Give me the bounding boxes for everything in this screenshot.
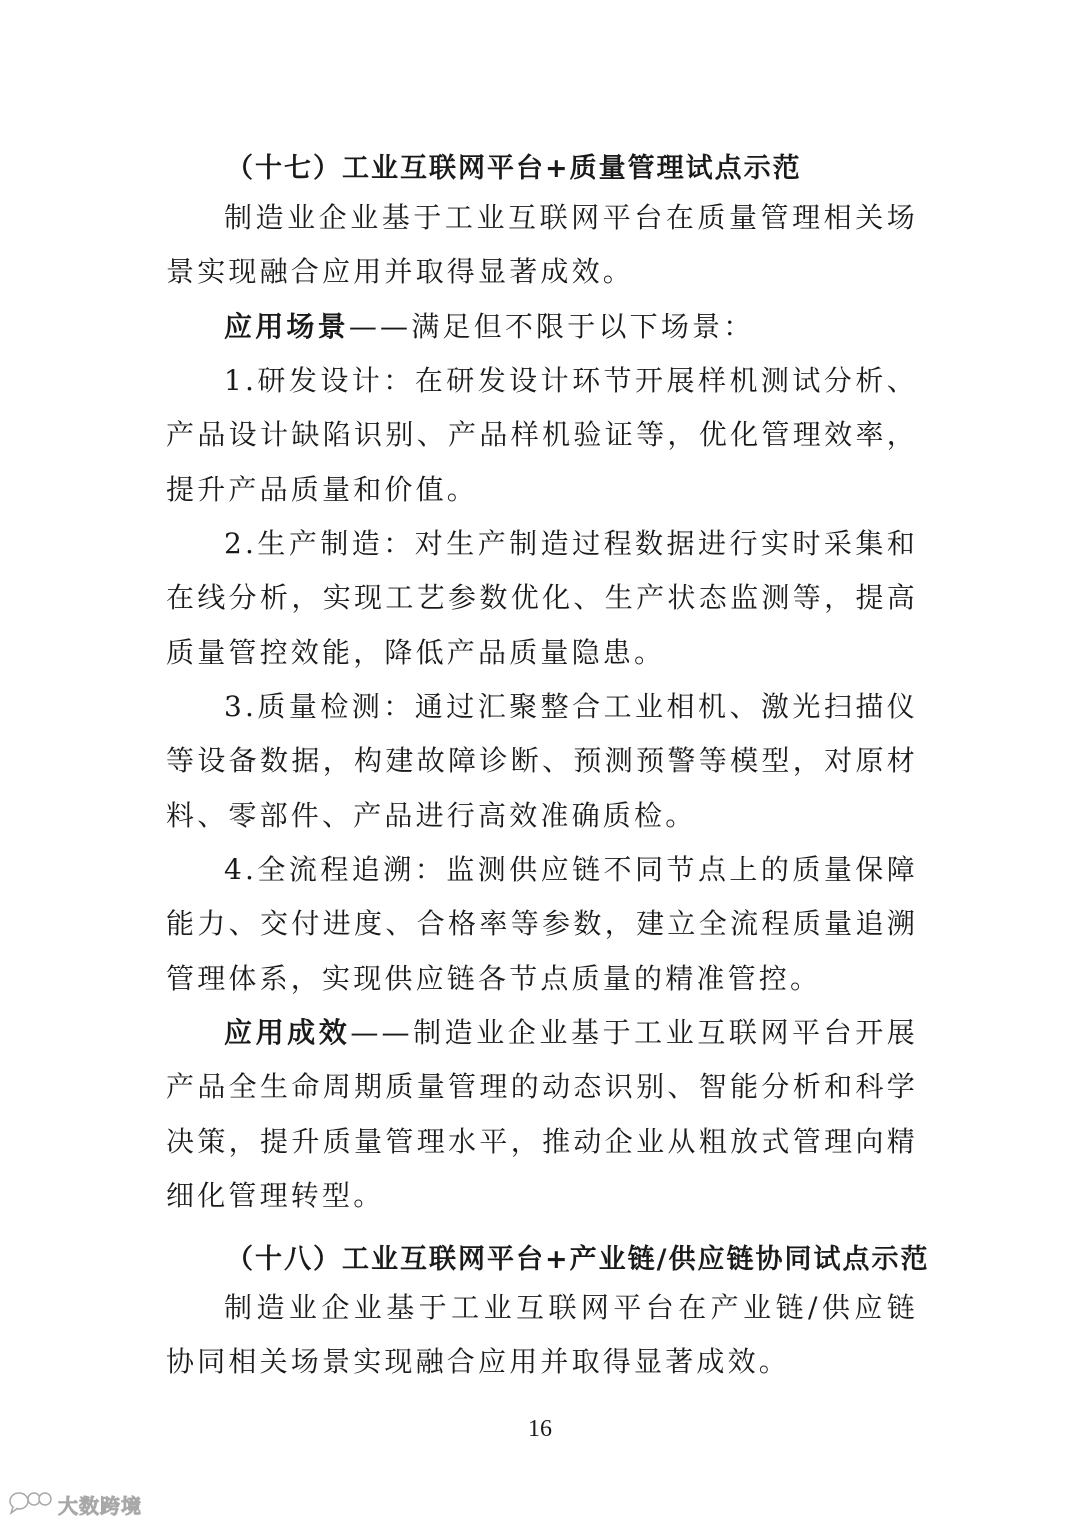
- watermark-text: 大数跨境: [58, 1493, 142, 1518]
- section-18-heading: （十八）工业互联网平台+产业链/供应链协同试点示范: [226, 1244, 930, 1275]
- section-17-heading: （十七）工业互联网平台+质量管理试点示范: [226, 153, 802, 184]
- page-number: 16: [528, 1416, 552, 1442]
- scenarios-paragraph: [166, 300, 918, 354]
- scenario-item-2: [166, 517, 918, 680]
- section-18-intro: 制造业企业基于工业互联网平台在产业链/供应链协同相关场景实现融合应用并取得显著成效。: [166, 1291, 918, 1379]
- scenario-item-label: 3.质量检测：: [224, 690, 415, 723]
- scenarios-text: ——满足但不限于以下场景：: [348, 310, 755, 343]
- scenarios-label: 应用场景: [224, 310, 349, 343]
- scenario-item-1: [166, 354, 918, 517]
- results-paragraph: [166, 1006, 918, 1223]
- scenario-item-text: 在研发设计环节开展样机测试分析、产品设计缺陷识别、产品样机验证等，优化管理效率，提升产品质量和价值。: [166, 364, 919, 506]
- results-text: ——制造业企业基于工业互联网平台开展产品全生命周期质量管理的动态识别、智能分析和科学决策，提升质量管理水平，推动企业从粗放式管理向精细化管理转型。: [166, 1016, 918, 1212]
- scenario-item-text: 通过汇聚整合工业相机、激光扫描仪等设备数据，构建故障诊断、预测预警等模型，对原材料、零部件、产品进行高效准确质检。: [166, 690, 919, 832]
- scenario-item-label: 4.全流程追溯：: [224, 853, 447, 886]
- section-17-intro: 制造业企业基于工业互联网平台在质量管理相关场景实现融合应用并取得显著成效。: [166, 201, 918, 289]
- scenario-item-text: 监测供应链不同节点上的质量保障能力、交付进度、合格率等参数，建立全流程质量追溯管理体系，实现供应链各节点质量的精准管控。: [166, 853, 918, 995]
- watermark: [8, 1489, 142, 1519]
- results-label: 应用成效: [224, 1016, 351, 1049]
- scenario-item-3: [166, 680, 918, 843]
- scenario-item-text: 对生产制造过程数据进行实时采集和在线分析，实现工艺参数优化、生产状态监测等，提高质量管控效能，降低产品质量隐患。: [166, 527, 919, 669]
- scenario-item-label: 2.生产制造：: [224, 527, 415, 560]
- speech-bubble-logo-icon: [8, 1489, 52, 1519]
- scenario-item-4: [166, 843, 918, 1006]
- scenario-item-label: 1.研发设计：: [224, 364, 415, 397]
